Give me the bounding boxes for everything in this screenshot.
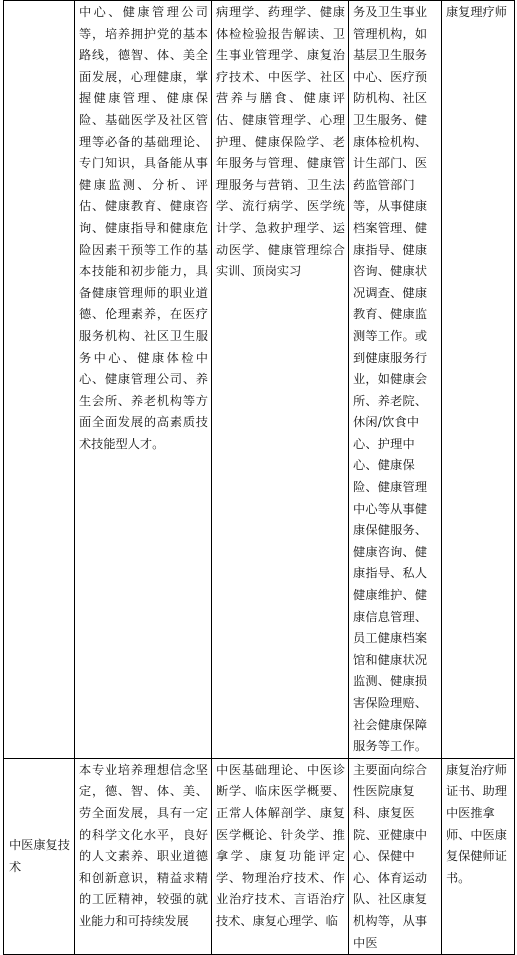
- training-goal-text: 中心、健康管理公司等，培养拥护党的基本路线，德智、体、美全面发展，心理健康，掌握健康管理、健康保险、基础医学及社区管理等必备的基础理论、专门知识，具备能从事健康监测、分析、评估、健康教育、健康咨询、健康指导和健康危险因素干预等工作的基本技能和初步能力，具备健康管理师的职业道德、伦理素养，在医疗服务机构、社区卫生服务中心、健康体检中心、健康管理公司、养生会所、养老机构等方面全面发展的高素质技术技能型人才。: [79, 5, 208, 451]
- employment-direction-text: 主要面向综合性医院康复科、康复医院、亚健康中心、保健中心、体育运动队、社区康复机构等，从事中医: [353, 762, 428, 950]
- employment-direction-cell: [349, 758, 442, 954]
- major-name-cell: [4, 1, 75, 759]
- table-row: [4, 758, 515, 954]
- certificate-cell: [442, 758, 515, 954]
- employment-direction-text: 务及卫生事业管理机构，如基层卫生服务中心、医疗预防机构、社区卫生服务、健康体检机构、计生部门、医药监管部门等，从事健康档案管理、健康指导、健康咨询、健康状况调查、健康教育、健康监测等工作。或到健康服务行业，如健康会所、养老院、休闲/饮食中心、护理中心、健康保险、健康管理中心等从事健康保健服务、健康咨询、健康指导、私人健康维护、健康信息管理、员工健康档案馆和健康状况监测、健康损害保险理赔、社会健康保障服务等工作。: [353, 5, 428, 754]
- core-courses-cell: [212, 758, 349, 954]
- certificate-text: 康复理疗师: [446, 5, 507, 19]
- major-name: 中医康复技术: [9, 838, 70, 874]
- training-goal-text: 本专业培养理想信念坚定，德、智、体、美、劳全面发展，具有一定的科学文化水平，良好的人文素养、职业道德和创新意识，精益求精的工匠精神，较强的就业能力和可持续发展: [79, 762, 208, 928]
- table-row: [4, 1, 515, 759]
- core-courses-text: 病理学、药理学、健康体检检验报告解读、卫生事业管理学、康复治疗技术、中医学、社区营养与膳食、健康评估、健康管理学、心理护理、健康保险学、老年服务与管理、健康管理服务与营销、卫生法学、流行病学、医学统计学、急救护理学、运动医学、健康管理综合实训、顶岗实习: [216, 5, 345, 279]
- employment-direction-cell: [349, 1, 442, 759]
- core-courses-text: 中医基础理论、中医诊断学、临床医学概要、正常人体解剖学、康复医学概论、针灸学、推拿学、康复功能评定学、物理治疗技术、作业治疗技术、言语治疗技术、康复心理学、临: [216, 762, 345, 928]
- major-name-cell: [4, 758, 75, 954]
- program-table: [3, 0, 515, 955]
- training-goal-cell: [75, 1, 212, 759]
- certificate-cell: [442, 1, 515, 759]
- training-goal-cell: [75, 758, 212, 954]
- core-courses-cell: [212, 1, 349, 759]
- certificate-text: 康复治疗师证书、助理中医推拿师、中医康复保健师证书。: [446, 762, 507, 885]
